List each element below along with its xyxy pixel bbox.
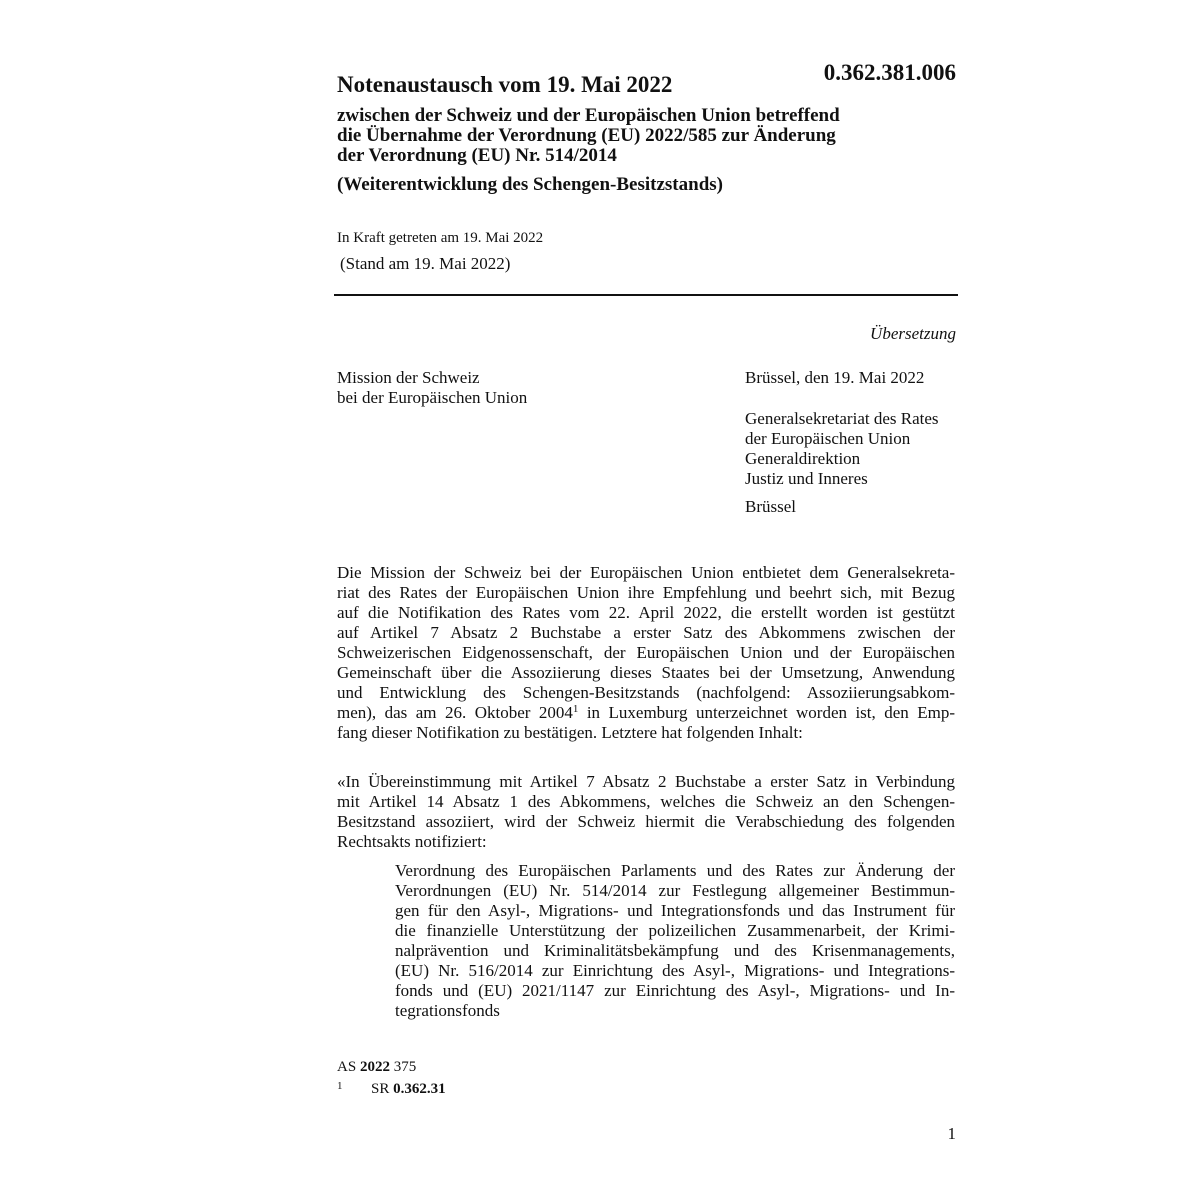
subtitle-line: der Verordnung (EU) Nr. 514/2014 <box>337 145 617 166</box>
footnote-reference[interactable]: 1 <box>572 703 579 715</box>
text-line: riat des Rates der Europäischen Union ihre Empfehlung und beehrt sich, mit Bezug <box>337 583 955 602</box>
recipient-line: Generalsekretariat des Rates <box>745 409 939 428</box>
sender-line: Mission der Schweiz <box>337 368 480 387</box>
recipient-address <box>745 409 939 489</box>
text-line: (EU) Nr. 516/2014 zur Einrichtung des Asyl-, Migrations- und Integrations- <box>395 961 955 980</box>
document-title: Notenaustausch vom 19. Mai 2022 <box>337 72 673 97</box>
text-line <box>337 703 955 723</box>
subtitle-parenthetical: (Weiterentwicklung des Schengen-Besitzstands) <box>337 174 723 195</box>
place-date: Brüssel, den 19. Mai 2022 <box>745 368 925 387</box>
text-line: auf die Notifikation des Rates vom 22. April 2022, die erstellt worden ist gestützt <box>337 603 955 622</box>
footnote-marker: 1 <box>337 1080 343 1092</box>
status-date: (Stand am 19. Mai 2022) <box>340 254 511 273</box>
text-line: Gemeinschaft über die Assoziierung dieses Staates bei der Umsetzung, Anwendung <box>337 663 955 682</box>
translation-note: Übersetzung <box>870 324 956 343</box>
text-line: die finanzielle Unterstützung der polizeilichen Zusammenarbeit, der Krimi- <box>395 921 955 940</box>
text-line: Rechtsakts notifiziert: <box>337 832 487 851</box>
text-line: «In Übereinstimmung mit Artikel 7 Absatz 2 Buchstabe a erster Satz in Verbindung <box>337 772 955 791</box>
recipient-line: der Europäischen Union <box>745 429 911 448</box>
text-segment: in Luxemburg unterzeichnet worden ist, den Emp- <box>578 703 955 722</box>
recipient-line: Generaldirektion <box>745 449 861 468</box>
sr-number: 0.362.381.006 <box>823 60 956 85</box>
page-number: 1 <box>947 1124 956 1143</box>
text-line: Die Mission der Schweiz bei der Europäischen Union entbietet dem Generalsekreta- <box>337 563 955 582</box>
body-paragraph-1 <box>337 563 955 743</box>
document-subtitle <box>337 106 957 166</box>
regulation-quote <box>395 861 955 1021</box>
recipient-city: Brüssel <box>745 497 796 516</box>
text-line: Verordnung des Europäischen Parlaments und des Rates zur Änderung der <box>395 861 955 880</box>
text-line: Verordnungen (EU) Nr. 514/2014 zur Festlegung allgemeiner Bestimmun- <box>395 881 955 900</box>
text-line: tegrationsfonds <box>395 1001 500 1020</box>
body-paragraph-2 <box>337 772 955 852</box>
footnote <box>337 1080 446 1098</box>
text-line: und Entwicklung des Schengen-Besitzstands (nachfolgend: Assoziierungsabkom- <box>337 683 955 702</box>
text-line: nalprävention und Kriminalitätsbekämpfung und des Krisenmanagements, <box>395 941 955 960</box>
text-segment: men), das am 26. Oktober 2004 <box>337 703 573 722</box>
subtitle-line: die Übernahme der Verordnung (EU) 2022/585 zur Änderung <box>337 125 836 146</box>
text-line: Schweizerischen Eidgenossenschaft, der Europäischen Union und der Europäischen <box>337 643 955 662</box>
footnote-prefix: SR <box>371 1081 394 1097</box>
header-divider <box>334 294 958 296</box>
in-force-date: In Kraft getreten am 19. Mai 2022 <box>337 230 544 246</box>
as-prefix: AS <box>337 1059 360 1075</box>
subtitle-line: zwischen der Schweiz und der Europäischen Union betreffend <box>337 105 840 126</box>
recipient-line: Justiz und Inneres <box>745 469 868 488</box>
sender-address <box>337 368 527 408</box>
as-page: 375 <box>389 1059 417 1075</box>
text-line: fang dieser Notifikation zu bestätigen. Letztere hat folgenden Inhalt: <box>337 723 803 742</box>
as-reference <box>337 1059 416 1076</box>
footnote-sr-number[interactable]: 0.362.31 <box>393 1081 446 1097</box>
sender-line: bei der Europäischen Union <box>337 388 528 407</box>
text-line: fonds und (EU) 2021/1147 zur Einrichtung des Asyl-, Migrations- und In- <box>395 981 955 1000</box>
text-line: auf Artikel 7 Absatz 2 Buchstabe a erster Satz des Abkommens zwischen der <box>337 623 955 642</box>
text-line: gen für den Asyl-, Migrations- und Integrationsfonds und das Instrument für <box>395 901 955 920</box>
as-year: 2022 <box>359 1059 390 1075</box>
text-line: Besitzstand assoziiert, wird der Schweiz hiermit die Verabschiedung des folgenden <box>337 812 955 831</box>
text-line: mit Artikel 14 Absatz 1 des Abkommens, welches die Schweiz an den Schengen- <box>337 792 955 811</box>
